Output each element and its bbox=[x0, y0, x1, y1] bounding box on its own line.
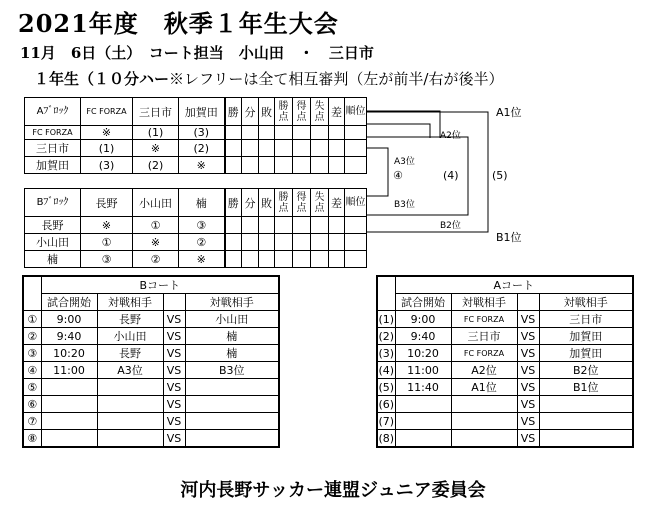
match-cell: (2) bbox=[133, 157, 179, 174]
court-a-title: Aコート bbox=[395, 276, 633, 294]
team-1: A3位 bbox=[97, 362, 163, 379]
col-header-points: 勝点 bbox=[275, 189, 293, 217]
match-cell: ① bbox=[133, 217, 179, 234]
team-2: 加賀田 bbox=[539, 328, 633, 345]
match-number: (3) bbox=[378, 346, 395, 360]
table-row bbox=[23, 396, 279, 413]
team-2: 加賀田 bbox=[539, 345, 633, 362]
match-cell: ① bbox=[81, 234, 133, 251]
col-header-vs bbox=[163, 294, 185, 311]
bracket-label-a2: A2位 bbox=[440, 131, 461, 141]
col-header-opponent: 対戦相手 bbox=[451, 294, 517, 311]
team-2: B2位 bbox=[539, 362, 633, 379]
vs-label: VS bbox=[517, 311, 539, 328]
court-b-title: Bコート bbox=[41, 276, 279, 294]
vs-label: VS bbox=[517, 379, 539, 396]
table-row bbox=[377, 311, 633, 328]
block-b-col-team: 小山田 bbox=[133, 189, 179, 217]
table-row bbox=[377, 396, 633, 413]
team-2: 三日市 bbox=[539, 311, 633, 328]
team-2: 楠 bbox=[185, 345, 279, 362]
match-cell: ③ bbox=[81, 251, 133, 268]
match-number: (2) bbox=[378, 329, 395, 343]
team-2 bbox=[185, 379, 279, 396]
block-b-label: Bﾌﾞﾛｯｸ bbox=[25, 189, 81, 217]
match-number: (5) bbox=[378, 380, 395, 394]
match-cell: ※ bbox=[179, 251, 225, 268]
match-cell: (1) bbox=[133, 126, 179, 140]
team-2 bbox=[539, 430, 633, 448]
col-header-draw: 分 bbox=[242, 189, 259, 217]
col-header-start: 試合開始 bbox=[395, 294, 451, 311]
team-2: B1位 bbox=[539, 379, 633, 396]
start-time: 9:00 bbox=[41, 311, 97, 328]
match-number: ④ bbox=[23, 362, 41, 379]
start-time bbox=[41, 396, 97, 413]
match-number: ② bbox=[23, 328, 41, 345]
referee-note: ※レフリーは全て相互審判（左が前半/右が後半） bbox=[169, 70, 504, 88]
match-cell: ③ bbox=[179, 217, 225, 234]
bracket-label-a3: A3位 bbox=[394, 157, 415, 167]
col-header-goals-for: 得点 bbox=[293, 98, 311, 126]
col-header-loss: 敗 bbox=[259, 189, 275, 217]
start-time: 11:40 bbox=[395, 379, 451, 396]
start-time: 11:00 bbox=[41, 362, 97, 379]
match-number: (4) bbox=[378, 363, 395, 377]
block-a-col-team: 三日市 bbox=[133, 98, 179, 126]
court-a-corner-2 bbox=[377, 294, 395, 311]
col-header-diff: 差 bbox=[329, 98, 345, 126]
start-time: 9:00 bbox=[395, 311, 451, 328]
team-2: 楠 bbox=[185, 328, 279, 345]
team-1 bbox=[97, 413, 163, 430]
team-2 bbox=[185, 430, 279, 448]
col-header-win: 勝 bbox=[225, 98, 242, 126]
row-team-name: 小山田 bbox=[25, 234, 81, 251]
team-1 bbox=[97, 430, 163, 448]
team-2 bbox=[185, 396, 279, 413]
vs-label: VS bbox=[163, 328, 185, 345]
team-1: A2位 bbox=[451, 362, 517, 379]
court-b-corner bbox=[23, 276, 41, 294]
block-a-col-team: 加賀田 bbox=[179, 98, 225, 126]
start-time: 11:00 bbox=[395, 362, 451, 379]
match-number: ⑥ bbox=[23, 396, 41, 413]
match-cell: ② bbox=[133, 251, 179, 268]
start-time bbox=[41, 430, 97, 448]
court-a-schedule bbox=[376, 275, 634, 448]
vs-label: VS bbox=[163, 311, 185, 328]
vs-label: VS bbox=[163, 413, 185, 430]
match-cell: ② bbox=[179, 234, 225, 251]
team-2 bbox=[539, 413, 633, 430]
event-subtitle: 11月 6日（土） コート担当 小山田 ・ 三日市 bbox=[20, 44, 374, 62]
table-row bbox=[377, 413, 633, 430]
match-number: ⑦ bbox=[23, 413, 41, 430]
match-number: (1) bbox=[378, 312, 395, 326]
block-b-col-team: 楠 bbox=[179, 189, 225, 217]
col-header-win: 勝 bbox=[225, 189, 242, 217]
col-header-goals-against: 失点 bbox=[311, 98, 329, 126]
match-number: ⑧ bbox=[23, 430, 41, 448]
start-time: 9:40 bbox=[395, 328, 451, 345]
match-cell: ※ bbox=[179, 157, 225, 174]
bracket-label-a1: A1位 bbox=[496, 106, 522, 119]
match-number: ③ bbox=[23, 345, 41, 362]
row-team-name: 加賀田 bbox=[25, 157, 81, 174]
block-a-col-team: FC FORZA bbox=[81, 98, 133, 126]
start-time bbox=[41, 379, 97, 396]
match-cell: ※ bbox=[133, 234, 179, 251]
bracket-line bbox=[366, 148, 388, 196]
match-number: (7) bbox=[378, 414, 395, 428]
match-cell: (1) bbox=[81, 140, 133, 157]
start-time bbox=[41, 413, 97, 430]
court-b-corner-2 bbox=[23, 294, 41, 311]
match-number: (6) bbox=[378, 397, 395, 411]
start-time bbox=[395, 396, 451, 413]
vs-label: VS bbox=[517, 430, 539, 448]
table-row bbox=[23, 311, 279, 328]
match-number: ① bbox=[23, 311, 41, 328]
team-1 bbox=[451, 413, 517, 430]
vs-label: VS bbox=[163, 345, 185, 362]
col-header-diff: 差 bbox=[329, 189, 345, 217]
team-1: 長野 bbox=[97, 345, 163, 362]
start-time: 10:20 bbox=[395, 345, 451, 362]
col-header-start: 試合開始 bbox=[41, 294, 97, 311]
col-header-loss: 敗 bbox=[259, 98, 275, 126]
table-row bbox=[23, 362, 279, 379]
start-time: 9:40 bbox=[41, 328, 97, 345]
vs-label: VS bbox=[517, 396, 539, 413]
bracket-label-b3: B3位 bbox=[394, 200, 415, 210]
col-header-goals-for: 得点 bbox=[293, 189, 311, 217]
row-team-name: FC FORZA bbox=[25, 126, 81, 140]
match-number: ⑤ bbox=[23, 379, 41, 396]
vs-label: VS bbox=[517, 328, 539, 345]
bracket-match-4: ④ bbox=[393, 169, 403, 182]
team-2: B3位 bbox=[185, 362, 279, 379]
col-header-draw: 分 bbox=[242, 98, 259, 126]
table-row bbox=[23, 413, 279, 430]
row-team-name: 楠 bbox=[25, 251, 81, 268]
vs-label: VS bbox=[163, 396, 185, 413]
col-header-rank: 順位 bbox=[345, 98, 367, 126]
match-cell: (2) bbox=[179, 140, 225, 157]
bracket-label-b2: B2位 bbox=[440, 221, 461, 231]
team-2 bbox=[539, 396, 633, 413]
col-header-opponent: 対戦相手 bbox=[185, 294, 279, 311]
division-label: １年生（１０分ハー bbox=[34, 70, 170, 88]
match-cell: ※ bbox=[81, 126, 133, 140]
team-1: 小山田 bbox=[97, 328, 163, 345]
col-header-opponent: 対戦相手 bbox=[539, 294, 633, 311]
bracket-line bbox=[366, 112, 488, 232]
team-1: 長野 bbox=[97, 311, 163, 328]
page-title: 2021年度 秋季１年生大会 bbox=[18, 9, 339, 38]
team-1: 三日市 bbox=[451, 328, 517, 345]
match-cell: ※ bbox=[81, 217, 133, 234]
bracket-match-5-final: (5) bbox=[492, 169, 508, 182]
table-row bbox=[23, 328, 279, 345]
row-team-name: 長野 bbox=[25, 217, 81, 234]
table-row bbox=[23, 430, 279, 448]
table-row bbox=[377, 379, 633, 396]
team-1: A1位 bbox=[451, 379, 517, 396]
vs-label: VS bbox=[517, 362, 539, 379]
vs-label: VS bbox=[163, 379, 185, 396]
table-row bbox=[377, 345, 633, 362]
vs-label: VS bbox=[163, 362, 185, 379]
table-row bbox=[377, 430, 633, 448]
table-row bbox=[377, 328, 633, 345]
block-b-col-team: 長野 bbox=[81, 189, 133, 217]
start-time bbox=[395, 413, 451, 430]
team-1 bbox=[97, 379, 163, 396]
team-1 bbox=[97, 396, 163, 413]
bracket-line bbox=[366, 124, 430, 138]
team-1: FC FORZA bbox=[451, 345, 517, 362]
court-b-schedule bbox=[22, 275, 280, 448]
col-header-vs bbox=[517, 294, 539, 311]
vs-label: VS bbox=[517, 345, 539, 362]
team-1 bbox=[451, 396, 517, 413]
table-row bbox=[23, 379, 279, 396]
team-2 bbox=[185, 413, 279, 430]
team-2: 小山田 bbox=[185, 311, 279, 328]
team-1 bbox=[451, 430, 517, 448]
vs-label: VS bbox=[163, 430, 185, 448]
table-row bbox=[23, 345, 279, 362]
col-header-opponent: 対戦相手 bbox=[97, 294, 163, 311]
start-time: 10:20 bbox=[41, 345, 97, 362]
table-row bbox=[377, 362, 633, 379]
bracket-match-4-final: (4) bbox=[443, 169, 459, 182]
team-1: FC FORZA bbox=[451, 311, 517, 328]
col-header-goals-against: 失点 bbox=[311, 189, 329, 217]
col-header-rank: 順位 bbox=[345, 189, 367, 217]
match-cell: (3) bbox=[81, 157, 133, 174]
match-cell: ※ bbox=[133, 140, 179, 157]
bracket-label-b1: B1位 bbox=[496, 231, 522, 244]
block-a-label: Aﾌﾞﾛｯｸ bbox=[25, 98, 81, 126]
col-header-points: 勝点 bbox=[275, 98, 293, 126]
match-cell: (3) bbox=[179, 126, 225, 140]
organizer-footer: 河内長野サッカー連盟ジュニア委員会 bbox=[180, 480, 486, 501]
match-number: (8) bbox=[377, 430, 395, 448]
row-team-name: 三日市 bbox=[25, 140, 81, 157]
start-time bbox=[395, 430, 451, 448]
court-a-corner bbox=[377, 276, 395, 294]
vs-label: VS bbox=[517, 413, 539, 430]
